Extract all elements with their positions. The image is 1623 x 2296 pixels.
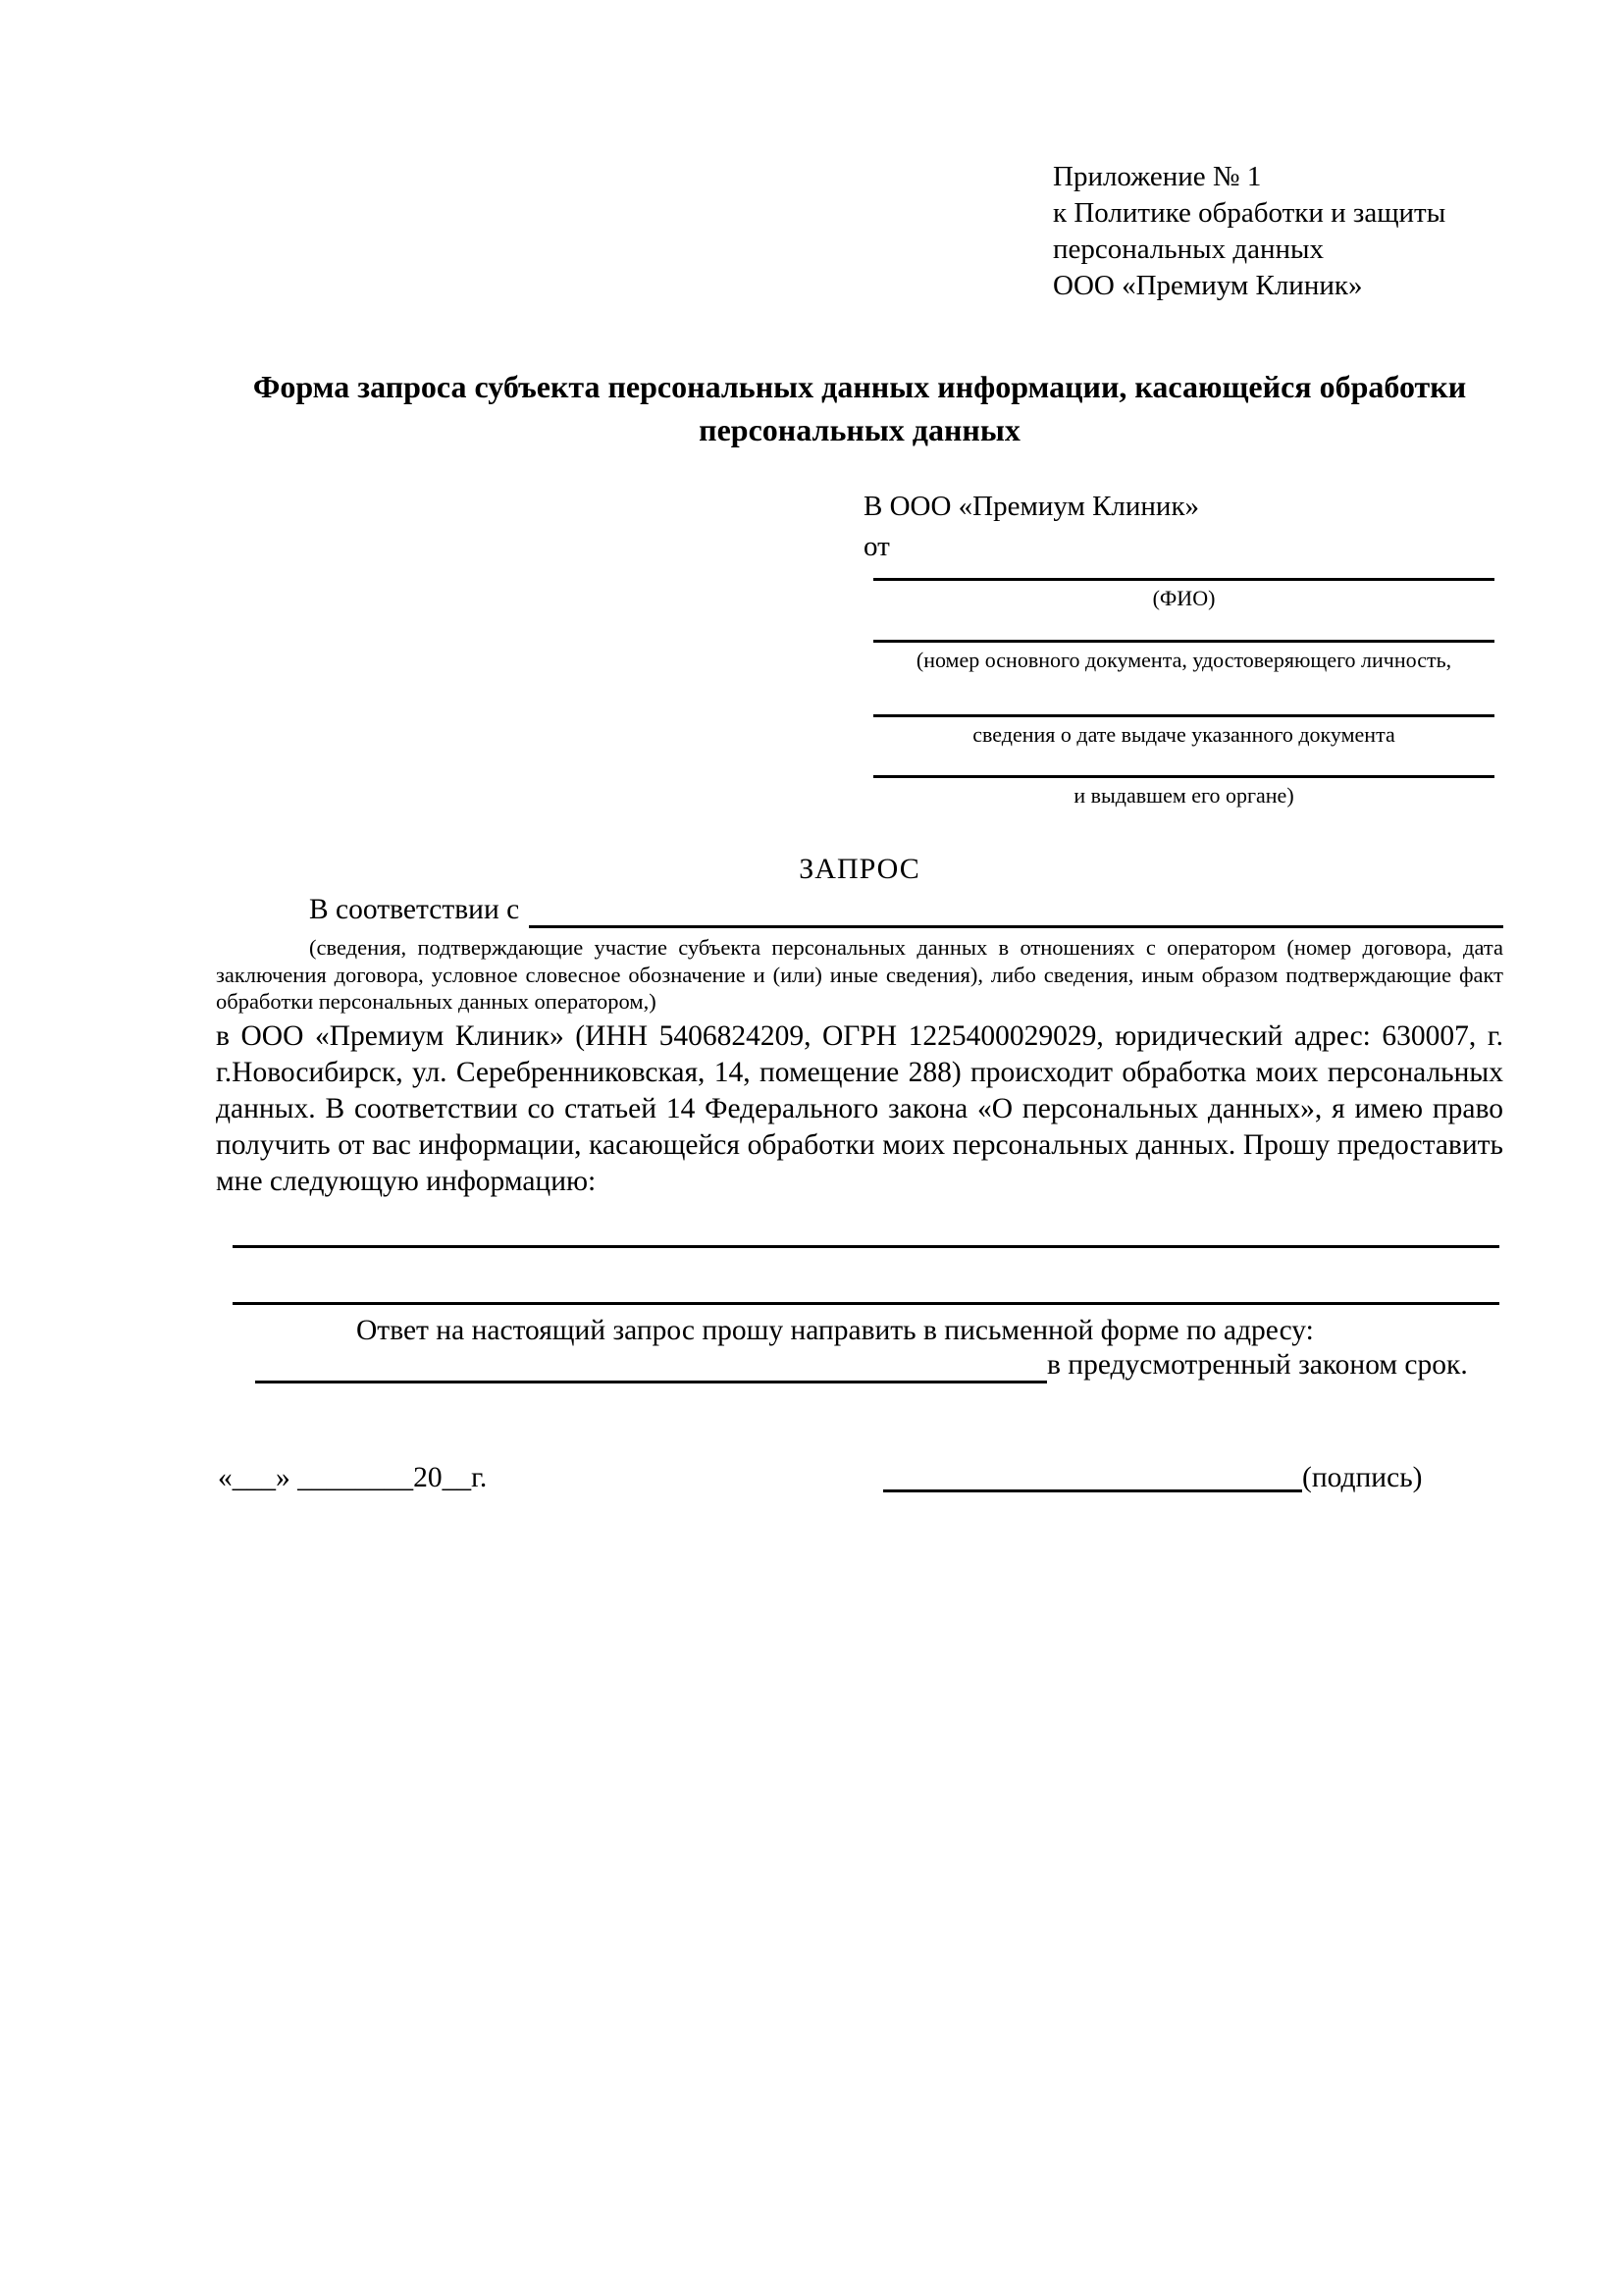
doc-issuer-field-line[interactable] (873, 775, 1494, 778)
footnote: (сведения, подтверждающие участие субъекта персональных данных в отношениях с оператором (номер договора, дата заключения договора, условное словесное обозначение и (или) иные сведения), либо сведения, иным образом подтверждающие факт обработки персональных данных оператором,) (216, 935, 1503, 1014)
fio-caption: (ФИО) (1152, 586, 1216, 610)
accordance-label: В соответствии с (309, 894, 520, 925)
accordance-row (216, 891, 1503, 928)
doc-date-field-line[interactable] (873, 714, 1494, 717)
fio-field-line[interactable] (873, 578, 1494, 581)
doc-issuer-caption: и выдавшем его органе) (1073, 783, 1294, 808)
appendix-line: Приложение № 1 (1053, 161, 1262, 192)
address-field-line[interactable] (255, 1347, 1047, 1383)
appendix-line: персональных данных (1053, 234, 1325, 265)
date-blank[interactable]: «___» ________20__г. (218, 1462, 488, 1493)
body-paragraph: в ООО «Премиум Клиник» (ИНН 5406824209, ОГРН 1225400029029, юридический адрес: 630007, г. г.Новосибирск, ул. Серебренниковская, 14, помещение 288) происходит обработка моих персональных данных. В соответствии со статьей 14 Федерального закона «О персональных данных», я имею право получить от вас информации, касающейся обработки моих персональных данных. Прошу предоставить мне следующую информацию: (216, 1020, 1503, 1197)
reply-tail-text: в предусмотренный законом срок. (1047, 1349, 1468, 1381)
from-label: от (864, 531, 890, 562)
reply-tail-row (216, 1346, 1503, 1383)
signature-caption: (подпись) (1302, 1462, 1423, 1493)
info-blank-line-1[interactable] (233, 1245, 1499, 1248)
doc-number-field-line[interactable] (873, 640, 1494, 643)
signature-line[interactable] (883, 1460, 1302, 1492)
form-title: Форма запроса субъекта персональных данных информации, касающейся обработки персональных данных (252, 369, 1467, 447)
appendix-line: ООО «Премиум Клиник» (1053, 270, 1363, 301)
reply-paragraph: Ответ на настоящий запрос прошу направить в письменной форме по адресу: (356, 1315, 1314, 1346)
doc-date-caption: сведения о дате выдаче указанного документа (972, 722, 1395, 747)
recipient-org: В ООО «Премиум Клиник» (864, 491, 1200, 522)
appendix-line: к Политике обработки и защиты (1053, 197, 1446, 229)
request-heading: ЗАПРОС (799, 853, 920, 885)
info-blank-line-2[interactable] (233, 1302, 1499, 1305)
doc-number-caption: (номер основного документа, удостоверяющего личность, (916, 648, 1452, 672)
accordance-field-line[interactable] (529, 892, 1503, 928)
appendix-note (1053, 159, 1445, 304)
